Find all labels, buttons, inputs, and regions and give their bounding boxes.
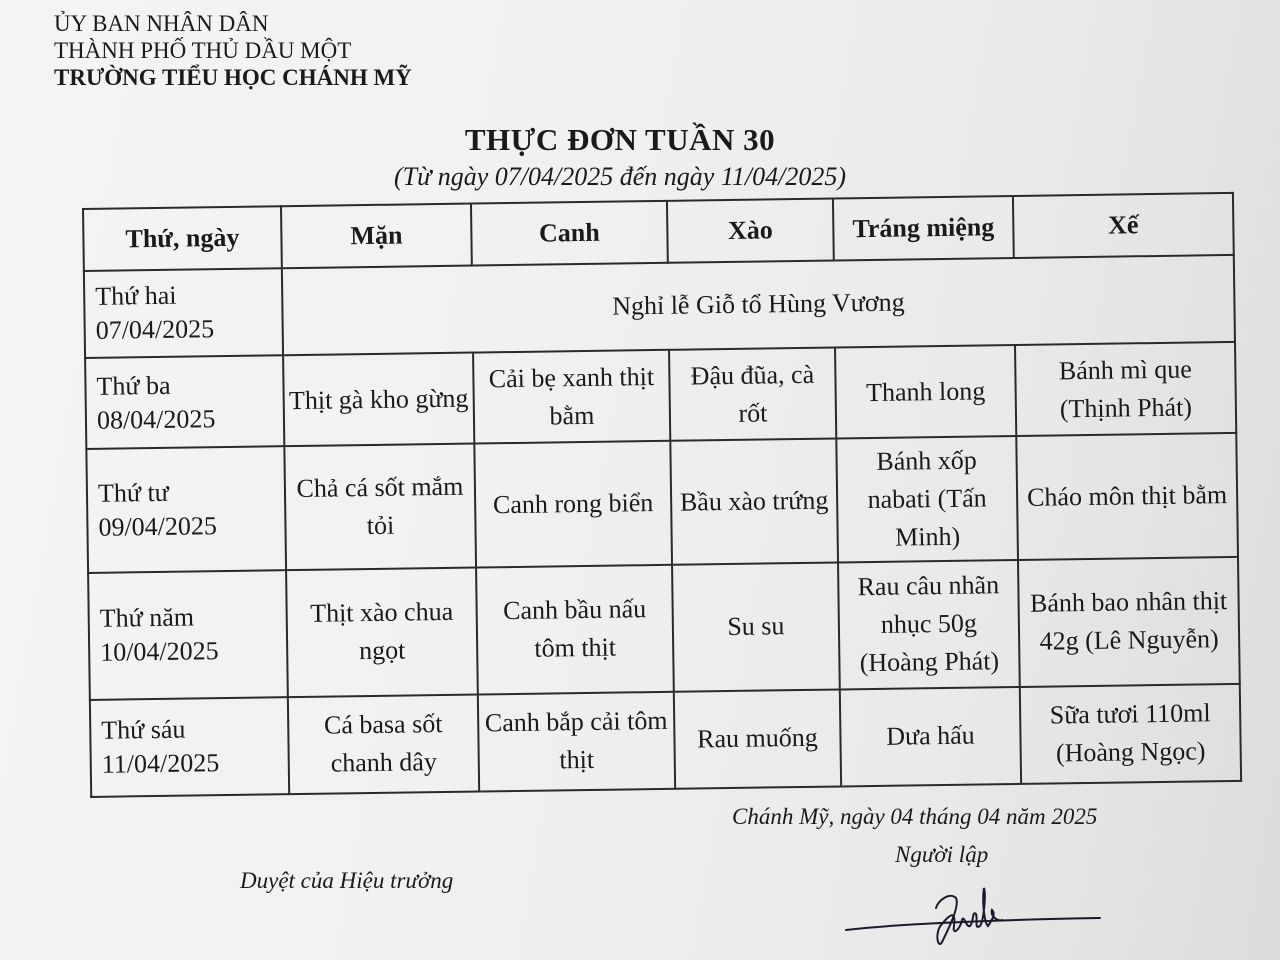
- document-title: THỰC ĐƠN TUẦN 30: [464, 122, 776, 157]
- header-man: Mặn: [281, 204, 472, 269]
- xao-cell: Đậu đũa, cà rốt: [669, 347, 836, 440]
- day-cell: [86, 446, 286, 573]
- xe-cell: Cháo môn thịt bằm: [1016, 433, 1238, 560]
- header-trang-mieng: Tráng miệng: [833, 196, 1014, 261]
- header-canh: Canh: [471, 201, 668, 266]
- table-row: [85, 342, 1236, 449]
- xao-cell: Rau muống: [674, 689, 841, 789]
- place-date-line: Chánh Mỹ, ngày 04 tháng 04 năm 2025: [732, 804, 1098, 829]
- xao-cell: Bầu xào trứng: [670, 439, 838, 566]
- xe-cell: Bánh mì que (Thịnh Phát): [1015, 342, 1236, 436]
- day-name: Thứ năm: [99, 602, 195, 634]
- table-row: [88, 557, 1240, 699]
- canh-cell: Cải bẹ xanh thịt bằm: [473, 350, 670, 444]
- table-row: [84, 255, 1235, 358]
- day-date: 08/04/2025: [96, 403, 216, 435]
- maker-label: Người lập: [895, 842, 989, 867]
- xe-cell: Sữa tươi 110ml (Hoàng Ngọc): [1020, 684, 1241, 784]
- table-row: [86, 433, 1238, 573]
- principal-approval-label: Duyệt của Hiệu trưởng: [240, 868, 454, 893]
- man-cell: Cá basa sốt chanh dây: [288, 694, 479, 794]
- day-name: Thứ ba: [96, 370, 171, 401]
- issuer-header: [54, 10, 412, 91]
- canh-cell: Canh rong biển: [474, 441, 672, 568]
- issuer-line-2: THÀNH PHỐ THỦ DẦU MỘT: [54, 38, 352, 63]
- day-name: Thứ tư: [97, 478, 169, 509]
- day-date: 07/04/2025: [95, 314, 215, 346]
- day-date: 11/04/2025: [101, 748, 220, 780]
- menu-table: [82, 192, 1242, 798]
- day-name: Thứ hai: [95, 281, 177, 312]
- day-cell: [84, 268, 283, 358]
- trang-mieng-cell: Dưa hấu: [840, 687, 1021, 787]
- day-date: 09/04/2025: [98, 511, 218, 543]
- trang-mieng-cell: Bánh xốp nabati (Tấn Minh): [836, 436, 1018, 563]
- day-cell: [90, 697, 289, 797]
- canh-cell: Canh bầu nấu tôm thịt: [476, 565, 674, 694]
- man-cell: Chả cá sốt mắm tỏi: [284, 444, 476, 571]
- date-range: (Từ ngày 07/04/2025 đến ngày 11/04/2025): [393, 162, 847, 191]
- man-cell: Thịt gà kho gừng: [283, 353, 474, 447]
- header-xe: Xế: [1013, 193, 1234, 258]
- day-name: Thứ sáu: [101, 714, 186, 746]
- day-date: 10/04/2025: [100, 636, 219, 668]
- trang-mieng-cell: Rau câu nhãn nhục 50g (Hoàng Phát): [838, 560, 1020, 689]
- table-row: [90, 684, 1241, 797]
- day-cell: [85, 355, 284, 449]
- issuer-school-name: TRƯỜNG TIỂU HỌC CHÁNH MỸ: [54, 65, 412, 90]
- issuer-line-1: ỦY BAN NHÂN DÂN: [54, 11, 269, 36]
- header-xao: Xào: [667, 199, 834, 263]
- canh-cell: Canh bắp cải tôm thịt: [478, 691, 675, 791]
- day-cell: [88, 571, 288, 700]
- man-cell: Thịt xào chua ngọt: [286, 568, 478, 697]
- xe-cell: Bánh bao nhân thịt 42g (Lê Nguyễn): [1018, 557, 1240, 686]
- handwritten-signature: [838, 870, 1108, 955]
- xao-cell: Su su: [672, 563, 840, 692]
- header-day: Thứ, ngày: [83, 206, 282, 271]
- holiday-note: Nghỉ lễ Giỗ tổ Hùng Vương: [282, 255, 1235, 355]
- trang-mieng-cell: Thanh long: [835, 345, 1016, 439]
